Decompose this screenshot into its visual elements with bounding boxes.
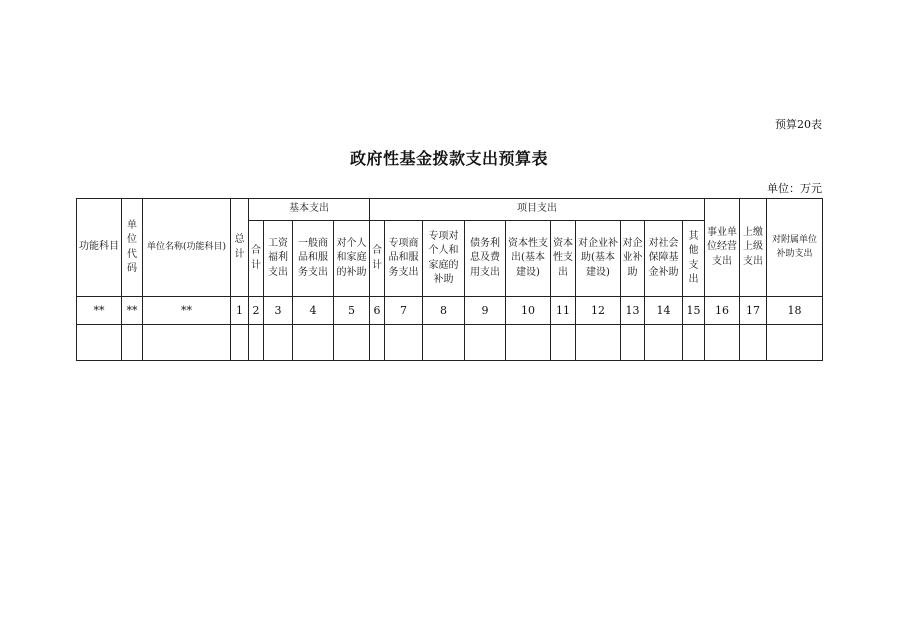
index-cell: 13 [621, 297, 645, 325]
header-project-col: 债务利息及费用支出 [465, 221, 506, 297]
header-project-group: 项目支出 [370, 199, 705, 221]
header-project-col: 专项商品和服务支出 [385, 221, 423, 297]
index-cell: 4 [293, 297, 334, 325]
header-func-subject: 功能科目 [77, 199, 122, 297]
index-cell: 17 [740, 297, 767, 325]
header-total: 总计 [231, 199, 249, 297]
header-basic-col: 合计 [249, 221, 264, 297]
header-row-group [77, 199, 823, 221]
index-cell: 2 [249, 297, 264, 325]
table-row-index [77, 297, 823, 325]
header-project-col: 其他支出 [683, 221, 705, 297]
data-cell [77, 325, 122, 361]
header-project-col: 对企业补助(基本建设) [576, 221, 621, 297]
index-cell: 10 [506, 297, 551, 325]
index-cell: ** [143, 297, 231, 325]
index-cell: ** [122, 297, 143, 325]
header-unit-code: 单位代码 [122, 199, 143, 297]
data-cell [264, 325, 293, 361]
index-cell: ** [77, 297, 122, 325]
header-basic-col: 工资福利支出 [264, 221, 293, 297]
data-cell [231, 325, 249, 361]
data-cell [551, 325, 576, 361]
index-cell: 7 [385, 297, 423, 325]
data-cell [645, 325, 683, 361]
data-cell [334, 325, 370, 361]
data-cell [705, 325, 740, 361]
index-cell: 5 [334, 297, 370, 325]
header-project-col: 资本性支出(基本建设) [506, 221, 551, 297]
index-cell: 16 [705, 297, 740, 325]
index-cell: 1 [231, 297, 249, 325]
data-cell [506, 325, 551, 361]
index-cell: 8 [423, 297, 465, 325]
header-basic-group: 基本支出 [249, 199, 370, 221]
header-subsidiary-subsidy: 对附属单位补助支出 [767, 199, 823, 297]
index-cell: 11 [551, 297, 576, 325]
data-cell [122, 325, 143, 361]
data-cell [683, 325, 705, 361]
page-title: 政府性基金拨款支出预算表 [349, 149, 548, 168]
table-row-data [77, 325, 823, 361]
data-cell [293, 325, 334, 361]
data-cell [740, 325, 767, 361]
index-cell: 18 [767, 297, 823, 325]
header-project-col: 专项对个人和家庭的补助 [423, 221, 465, 297]
data-cell [370, 325, 385, 361]
header-project-col: 合计 [370, 221, 385, 297]
data-cell [423, 325, 465, 361]
header-enterprise-expense: 事业单位经营支出 [705, 199, 740, 297]
index-cell: 14 [645, 297, 683, 325]
form-number: 预算20表 [775, 118, 822, 131]
header-unit-name: 单位名称(功能科目) [143, 199, 231, 297]
header-basic-col: 对个人和家庭的补助 [334, 221, 370, 297]
index-cell: 3 [264, 297, 293, 325]
header-project-col: 对企业补助 [621, 221, 645, 297]
header-upper-payment: 上缴上级支出 [740, 199, 767, 297]
data-cell [249, 325, 264, 361]
data-cell [143, 325, 231, 361]
data-cell [767, 325, 823, 361]
index-cell: 6 [370, 297, 385, 325]
index-cell: 9 [465, 297, 506, 325]
data-cell [621, 325, 645, 361]
data-cell [576, 325, 621, 361]
header-project-col: 对社会保障基金补助 [645, 221, 683, 297]
unit-label: 单位：万元 [767, 182, 822, 195]
data-cell [465, 325, 506, 361]
index-cell: 15 [683, 297, 705, 325]
data-cell [385, 325, 423, 361]
header-project-col: 资本性支出 [551, 221, 576, 297]
budget-table [76, 198, 823, 361]
header-basic-col: 一般商品和服务支出 [293, 221, 334, 297]
index-cell: 12 [576, 297, 621, 325]
